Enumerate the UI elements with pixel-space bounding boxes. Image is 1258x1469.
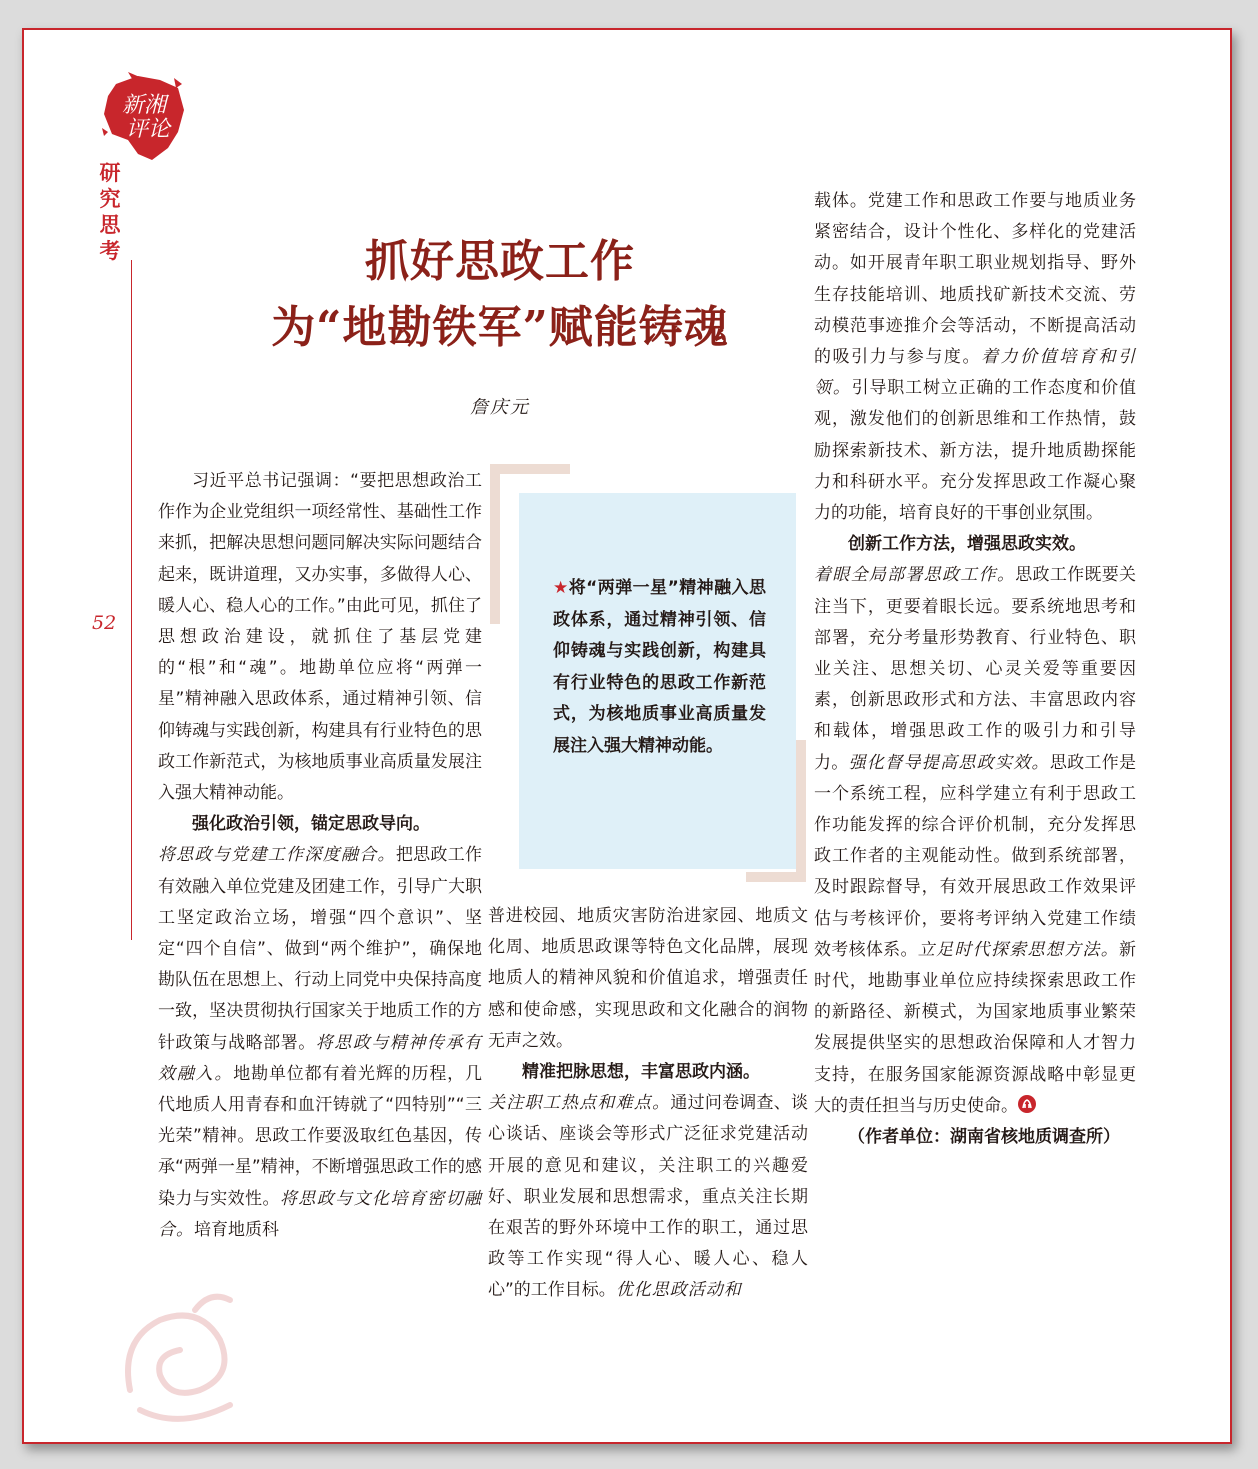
subheading-italic: 强化督导提高思政实效。: [848, 752, 1050, 773]
text-column-3: [814, 186, 1136, 1153]
section-label: 研究思考: [99, 161, 121, 263]
section-heading: 强化政治引领，锚定思政导向。: [192, 814, 430, 835]
subheading-italic: 关注职工热点和难点。: [488, 1093, 671, 1114]
subheading-italic: 将思政与文化培育密切融合。: [158, 1188, 483, 1240]
paragraph: 思政工作是一个系统工程，应科学建立有利于思政工作功能发挥的综合评价机制，充分发挥思政工作者的主观能动性。做到系统部署，及时跟踪督导，有效开展思政工作效果评估与考核评价，要将考评纳入党建工作绩效考核体系。: [814, 752, 1137, 960]
article-title-line2: 为“地勘铁军”赋能铸魂: [271, 302, 729, 353]
paragraph: 载体。党建工作和思政工作要与地质业务紧密结合，设计个性化、多样化的党建活动。如开展青年职工职业规划指导、野外生存技能培训、地质找矿新技术交流、劳动模范事迹推介会等活动，不断提高活动的吸引力与参与度。: [814, 191, 1136, 368]
logo-text: 新湘: [121, 93, 167, 118]
paragraph: 新时代，地勘事业单位应持续探索思政工作的新路径、新模式，为国家地质事业繁荣发展提供坚实的思想政治保障和人才智力支持，在服务国家能源资源战略中彰显更大的责任担当与历史使命。: [814, 939, 1137, 1116]
article-author: 詹庆元: [470, 397, 530, 418]
paragraph: 普进校园、地质灾害防治进家园、地质文化周、地质思政课等特色文化品牌，展现地质人的精神风貌和价值追求，增强责任感和使命感，实现思政和文化融合的润物无声之效。: [488, 906, 808, 1051]
paragraph: 地勘单位都有着光辉的历程，几代地质人用青春和血汗铸就了“四特别”“三光荣”精神。思政工作要汲取红色基因，传承“两弹一星”精神，不断增强思政工作的感染力与实效性。: [158, 1063, 483, 1209]
paragraph: 习近平总书记强调：“要把思想政治工作作为企业党组织一项经常性、基础性工作来抓，把解决思想问题同解决实际问题结合起来，既讲道理，又办实事，多做得人心、暖人心、稳人心的工作。”由此可见，抓住了思想政治建设，就抓住了基层党建的“根”和“魂”。地勘单位应将“两弹一星”精神融入思政体系，通过精神引领、信仰铸魂与实践创新，构建具有行业特色的思政工作新范式，为核地质事业高质量发展注入强大精神动能。: [158, 471, 482, 804]
article-title-line1: 抓好思政工作: [365, 236, 635, 287]
star-icon: ★: [553, 578, 569, 598]
author-affiliation: （作者单位：湖南省核地质调查所）: [848, 1127, 1120, 1148]
watermark-ornament: [100, 1280, 260, 1440]
svg-text:评论: 评论: [125, 117, 171, 142]
paragraph: 通过问卷调查、谈心谈话、座谈会等形式广泛征求党建活动开展的意见和建议，关注职工的兴趣爱好、职业发展和思想需求，重点关注长期在艰苦的野外环境中工作的职工，通过思政等工作实现“得人心、暖人心、稳人心”的工作目标。: [488, 1093, 809, 1301]
pull-quote: [519, 493, 796, 869]
section-divider-line: [131, 260, 132, 940]
section-heading: 创新工作方法，增强思政实效。: [848, 534, 1086, 555]
paragraph: 培育地质科: [194, 1219, 279, 1240]
subheading-italic: 着力价值培育和引领。: [814, 347, 1136, 399]
subheading-italic: 立足时代探索思想方法。: [917, 939, 1120, 960]
subheading-italic: 将思政与精神传承有效融入。: [158, 1032, 483, 1084]
text-column-1: [158, 466, 482, 1246]
paragraph: 引导职工树立正确的工作态度和价值观，激发他们的创新思维和工作热情，鼓励探索新技术、新方法，提升地质勘探能力和科研水平。充分发挥思政工作凝心聚力的功能，培育良好的干事创业氛围。: [814, 378, 1137, 524]
section-heading: 精准把脉思想，丰富思政内涵。: [522, 1062, 760, 1083]
paragraph: 把思政工作有效融入单位党建及团建工作，引导广大职工坚定政治立场，增强“四个意识”、坚定“四个自信”、做到“两个维护”，确保地勘队伍在思想上、行动上同党中央保持高度一致，坚决贯彻执行国家关于地质工作的方针政策与战略部署。: [158, 845, 483, 1053]
subheading-italic: 着眼全局部署思政工作。: [814, 565, 1016, 586]
magazine-logo: [98, 70, 190, 162]
page-number: 52: [92, 612, 117, 634]
subheading-italic: 将思政与党建工作深度融合。: [158, 845, 396, 866]
pull-quote-text: 将“两弹一星”精神融入思政体系，通过精神引领、信仰铸魂与实践创新，构建具有行业特色的思政工作新范式，为核地质事业高质量发展注入强大精神动能。: [553, 578, 766, 756]
subheading-italic: 优化思政活动和: [615, 1280, 742, 1301]
paragraph: 思政工作既要关注当下，更要着眼长远。要系统地思考和部署，充分考量形势教育、行业特色、职业关注、思想关切、心灵关爱等重要因素，创新思政形式和方法、丰富思政内容和载体，增强思政工作的吸引力和引导力。: [814, 565, 1137, 773]
text-column-2: [488, 901, 808, 1307]
end-mark-icon: [1018, 1095, 1036, 1113]
